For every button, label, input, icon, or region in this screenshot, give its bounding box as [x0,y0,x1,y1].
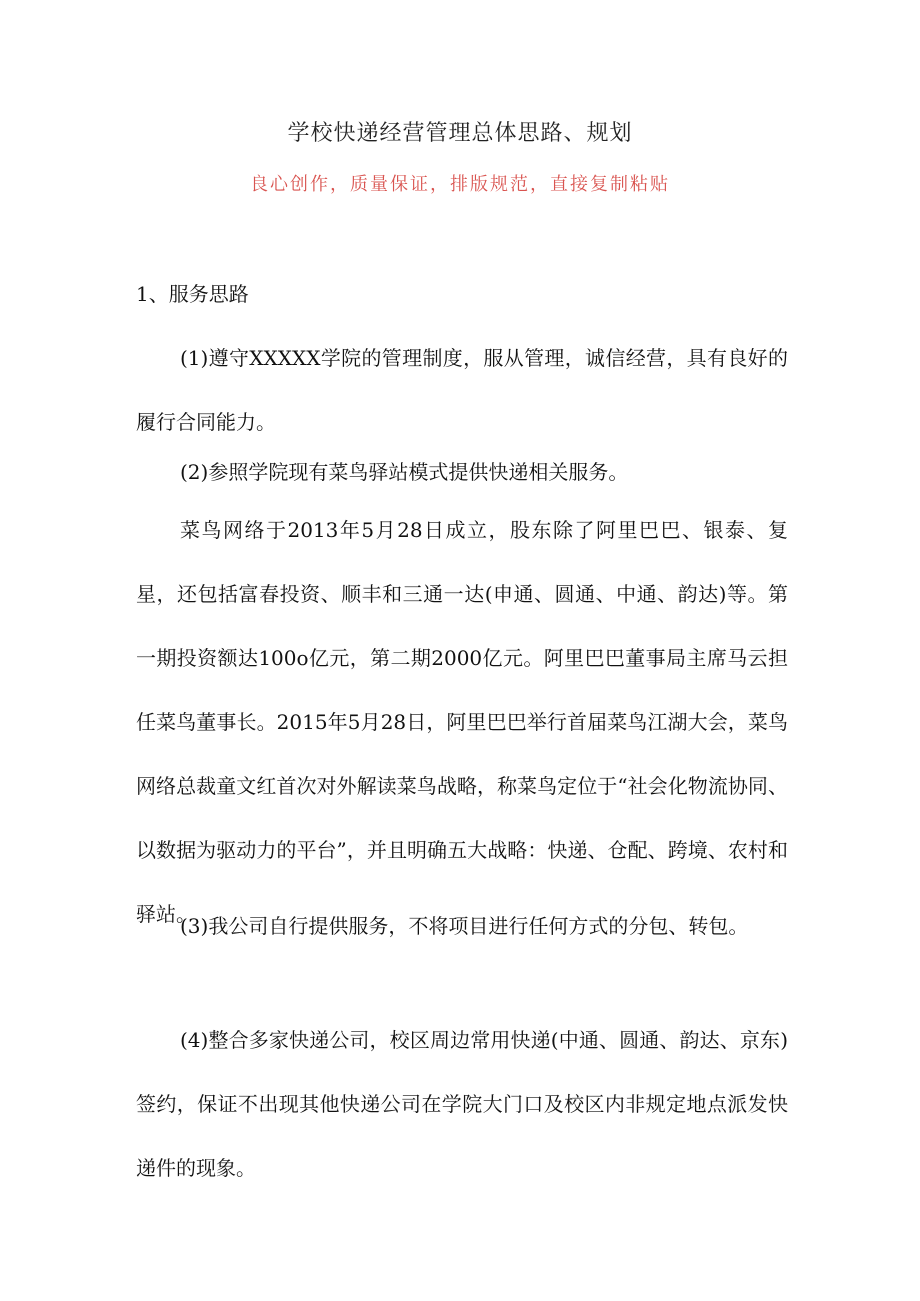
paragraph-4: (3)我公司自行提供服务，不将项目进行任何方式的分包、转包。 [180,914,749,938]
paragraph-3: 菜鸟网络于2013年5月28日成立，股东除了阿里巴巴、银泰、复星，还包括富春投资、顺丰和三通一达(申通、圆通、中通、韵达)等。第一期投资额达100o亿元，第二期2000亿元。阿里巴巴董事局主席马云担任菜鸟董事长。2015年5月28日，阿里巴巴举行首届菜鸟江湖大会，菜鸟网络总裁童文红首次对外解读菜鸟战略，称菜鸟定位于“社会化物流协同、以数据为驱动力的平台”，并且明确五大战略：快递、仓配、跨境、农村和驿站。 [136,518,788,926]
paragraph-1: (1)遵守XXXXX学院的管理制度，服从管理，诚信经营，具有良好的履行合同能力。 [136,346,788,434]
document-subtitle: 良心创作，质量保证，排版规范，直接复制粘贴 [250,174,670,195]
document-title: 学校快递经营管理总体思路、规划 [287,121,633,146]
paragraph-5: (4)整合多家快递公司，校区周边常用快递(中通、圆通、韵达、京东)签约，保证不出现其他快递公司在学院大门口及校区内非规定地点派发快递件的现象。 [136,1028,788,1180]
section-heading: 1、服务思路 [136,282,249,306]
paragraph-2: (2)参照学院现有菜鸟驿站模式提供快递相关服务。 [180,460,629,484]
